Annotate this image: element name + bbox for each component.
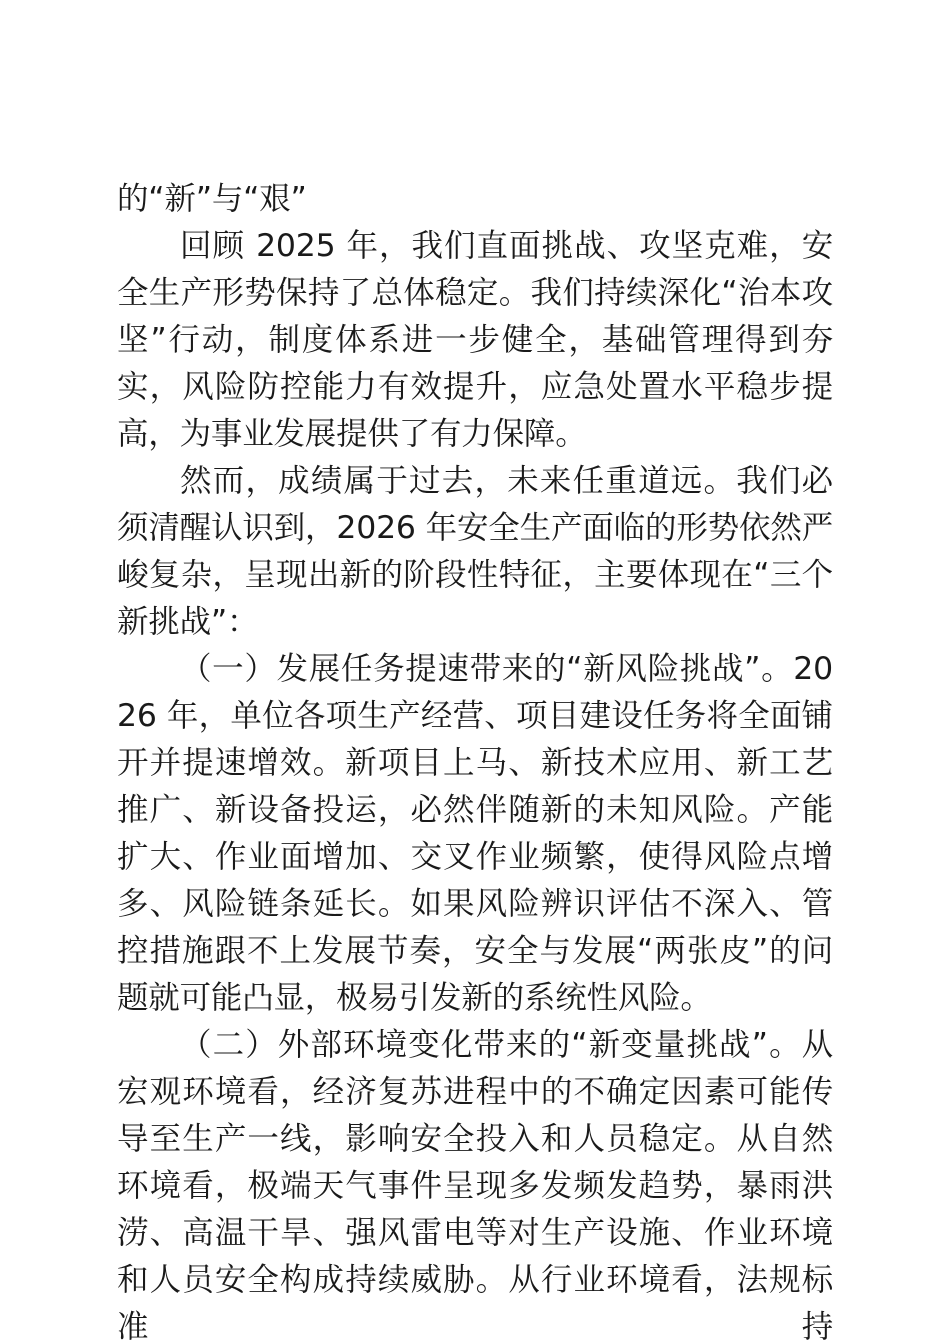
paragraph-challenge-one: （一）发展任务提速带来的“新风险挑战”。2026 年，单位各项生产经营、项目建设任务将全面铺开并提速增效。新项目上马、新技术应用、新工艺推广、新设备投运，必然伴随新的未知风险。产能扩大、作业面增加、交叉作业频繁，使得风险点增多、风险链条延长。如果风险辨识评估不深入、管控措施跟不上发展节奏，安全与发展“两张皮”的问题就可能凸显，极易引发新的系统性风险。: [117, 651, 833, 1016]
paragraph-continuation-line: 的“新”与“艰”: [117, 181, 307, 217]
document-body: [117, 176, 833, 1344]
paragraph-however-outlook: 然而，成绩属于过去，未来任重道远。我们必须清醒认识到，2026 年安全生产面临的形势依然严峻复杂，呈现出新的阶段性特征，主要体现在“三个新挑战”：: [117, 463, 833, 640]
paragraph-challenge-two: （二）外部环境变化带来的“新变量挑战”。从宏观环境看，经济复苏进程中的不确定因素可能传导至生产一线，影响安全投入和人员稳定。从自然环境看，极端天气事件呈现多发频发趋势，暴雨洪涝、高温干旱、强风雷电等对生产设施、作业环境和人员安全构成持续威胁。从行业环境看，法规标准持: [117, 1027, 833, 1344]
paragraph-review-2025: 回顾 2025 年，我们直面挑战、攻坚克难，安全生产形势保持了总体稳定。我们持续深化“治本攻坚”行动，制度体系进一步健全，基础管理得到夯实，风险防控能力有效提升，应急处置水平稳步提高，为事业发展提供了有力保障。: [117, 228, 833, 452]
